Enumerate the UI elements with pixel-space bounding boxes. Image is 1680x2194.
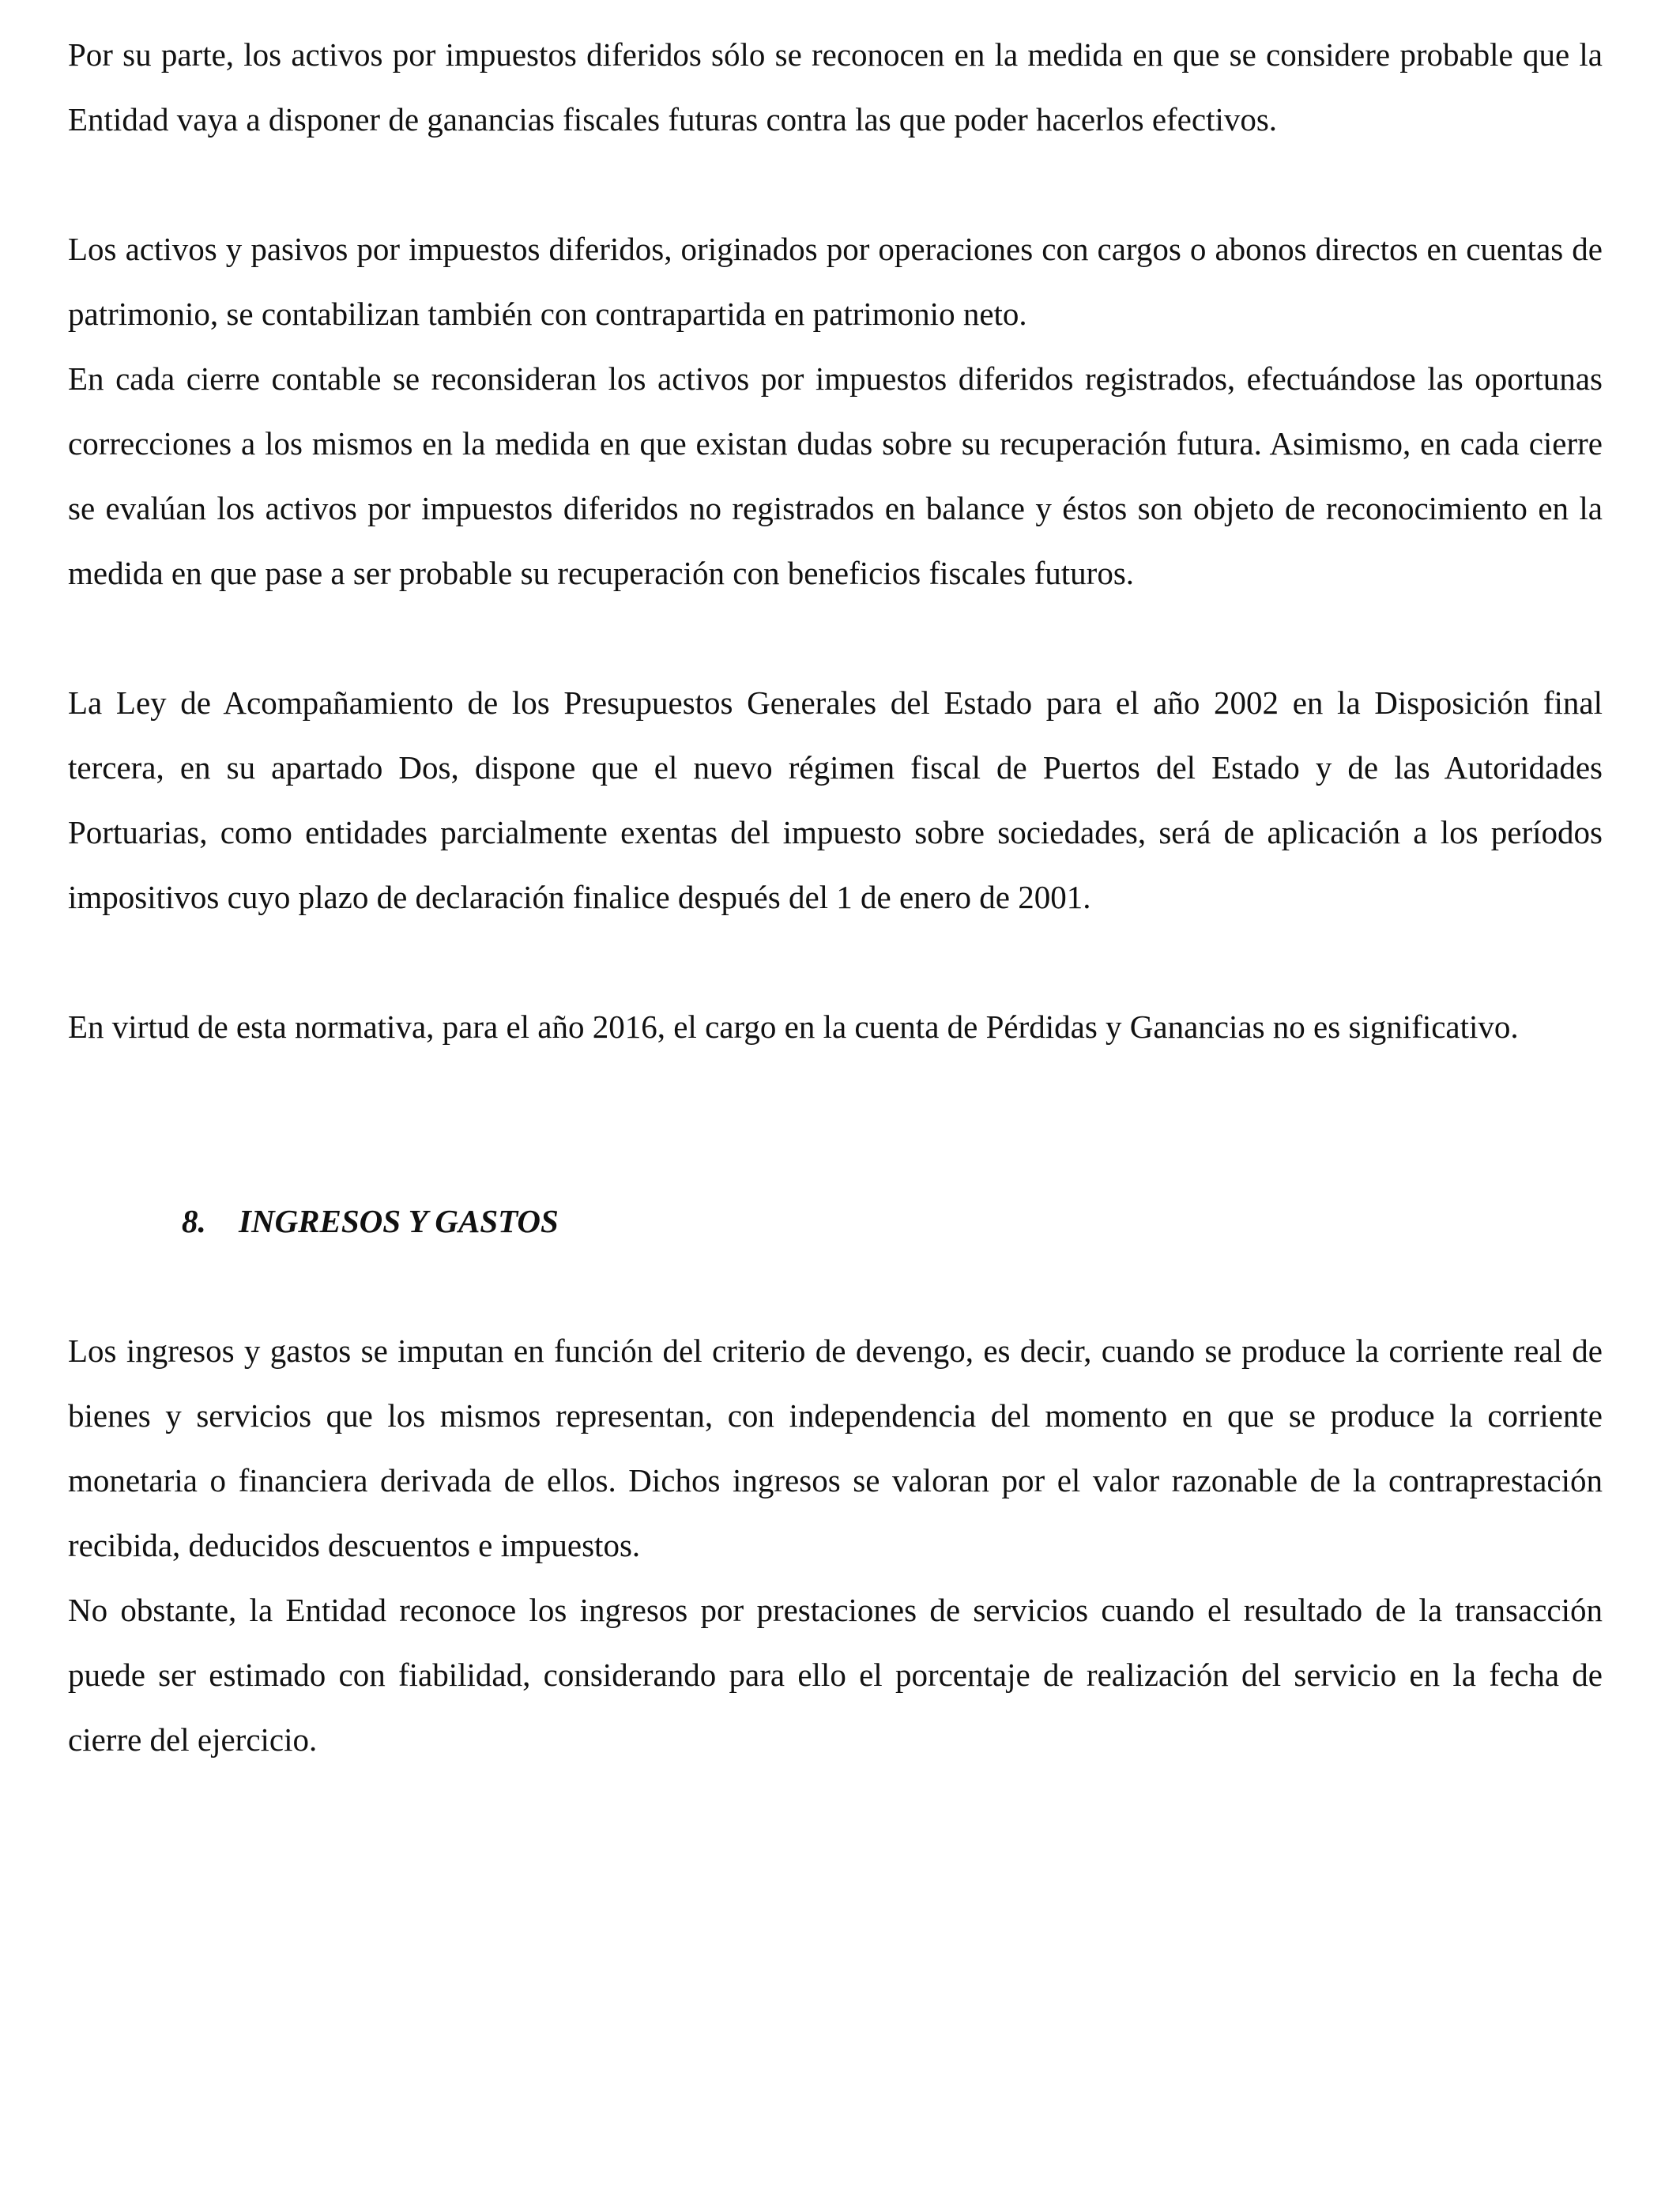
document-page [68, 22, 1603, 1772]
paragraph-assets-liabilities: Los activos y pasivos por impuestos diferidos, originados por operaciones con cargos o abonos directos en cuentas de patrimonio, se contabilizan también con contrapartida en patrimonio neto. [68, 231, 1603, 332]
paragraph-spacer [68, 152, 1603, 217]
paragraph-accounting-close: En cada cierre contable se reconsideran los activos por impuestos diferidos registrados, efectuándose las oportunas correcciones a los mismos en la medida en que existan dudas sobre su recuperación futura. Asimismo, en cada cierre se evalúan los activos por impuestos diferidos no registrados en balance y éstos son objeto de reconocimiento en la medida en que pase a ser probable su recuperación con beneficios fiscales futuros. [68, 360, 1603, 591]
paragraph-spacer [68, 1124, 1603, 1189]
paragraph-no-obstante: No obstante, la Entidad reconoce los ingresos por prestaciones de servicios cuando el resultado de la transacción puede ser estimado con fiabilidad, considerando para ello el porcentaje de realización del servicio en la fecha de cierre del ejercicio. [68, 1592, 1603, 1758]
paragraph-normativa-2016: En virtud de esta normativa, para el año 2016, el cargo en la cuenta de Pérdidas y Ganancias no es significativo. [68, 1008, 1519, 1045]
paragraph-spacer [68, 1059, 1603, 1124]
paragraph-spacer [68, 929, 1603, 994]
paragraph-spacer [68, 605, 1603, 670]
section-title: INGRESOS Y GASTOS [239, 1203, 559, 1239]
paragraph-ingresos-gastos: Los ingresos y gastos se imputan en función del criterio de devengo, es decir, cuando se produce la corriente real de bienes y servicios que los mismos representan, con independencia del momento en que se produce la corriente monetaria o financiera derivada de ellos. Dichos ingresos se valoran por el valor razonable de la contraprestación recibida, deducidos descuentos e impuestos. [68, 1333, 1603, 1563]
paragraph-deferred-tax-assets: Por su parte, los activos por impuestos diferidos sólo se reconocen en la medida en que se considere probable que la Entidad vaya a disponer de ganancias fiscales futuras contra las que poder hacerlos efectivos. [68, 36, 1603, 138]
section-heading [68, 1189, 1603, 1253]
paragraph-spacer [68, 1253, 1603, 1318]
paragraph-ley-acompanamiento: La Ley de Acompañamiento de los Presupuestos Generales del Estado para el año 2002 en la Disposición final tercera, en su apartado Dos, dispone que el nuevo régimen fiscal de Puertos del Estado y de las Autoridades Portuarias, como entidades parcialmente exentas del impuesto sobre sociedades, será de aplicación a los períodos impositivos cuyo plazo de declaración finalice después del 1 de enero de 2001. [68, 684, 1603, 915]
section-number: 8. [182, 1203, 206, 1239]
